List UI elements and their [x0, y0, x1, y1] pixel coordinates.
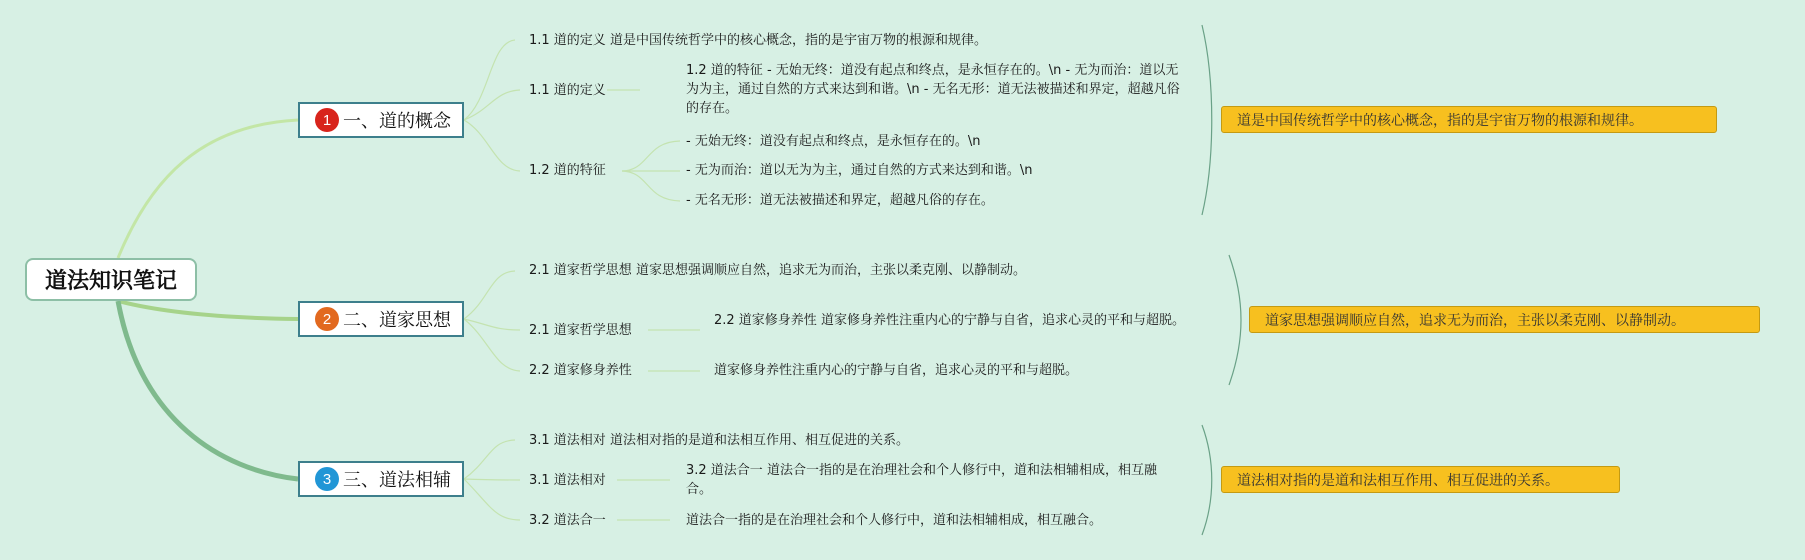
root-to-topic-2-link — [118, 301, 298, 319]
topic-1-sub1-detail[interactable]: 1.2 道的特征 - 无始无终：道没有起点和终点，是永恒存在的。\n - 无为而治：道以无为为主，通过自然的方式来达到和谐。\n - 无名无形：道无法被描述和界定，超越凡俗的存在。 — [686, 63, 1180, 116]
topic-1-sub2-item-2[interactable]: - 无为而治：道以无为为主，通过自然的方式来达到和谐。\n — [686, 163, 1033, 178]
topic-2-sub1[interactable]: 2.1 道家哲学思想 — [529, 323, 632, 338]
summary-brace-3 — [1202, 425, 1212, 535]
number-badge-3-icon: 3 — [315, 467, 339, 491]
topic-3-summary[interactable] — [1221, 466, 1620, 493]
topic-1-line1[interactable]: 1.1 道的定义 道是中国传统哲学中的核心概念，指的是宇宙万物的根源和规律。 — [529, 33, 987, 48]
topic-2-node[interactable] — [298, 301, 464, 337]
topic-2-summary-text: 道家思想强调顺应自然，追求无为而治，主张以柔克刚、以静制动。 — [1265, 312, 1685, 329]
root-to-topic-3-link — [118, 301, 298, 479]
topic-1-summary-text: 道是中国传统哲学中的核心概念，指的是宇宙万物的根源和规律。 — [1237, 112, 1643, 129]
topic-1-sub2[interactable]: 1.2 道的特征 — [529, 163, 606, 178]
root-node[interactable] — [25, 258, 197, 301]
number-badge-2-icon: 2 — [315, 307, 339, 331]
root-to-topic-1-link — [118, 120, 298, 258]
topic-3-label: 三、道法相辅 — [343, 470, 451, 491]
summary-brace-2 — [1229, 255, 1241, 385]
topic-3-sub1[interactable]: 3.1 道法相对 — [529, 473, 606, 488]
topic-1-sub2-item-3[interactable]: - 无名无形：道无法被描述和界定，超越凡俗的存在。 — [686, 193, 994, 208]
topic-2-label: 二、道家思想 — [343, 310, 451, 331]
topic-2-sub2[interactable]: 2.2 道家修身养性 — [529, 363, 632, 378]
topic-2-sub2-detail[interactable]: 道家修身养性注重内心的宁静与自省，追求心灵的平和与超脱。 — [714, 363, 1079, 378]
topic-3-sub2-detail[interactable]: 道法合一指的是在治理社会和个人修行中，道和法相辅相成，相互融合。 — [686, 513, 1103, 528]
root-label: 道法知识笔记 — [44, 269, 177, 294]
summary-brace-1 — [1202, 25, 1212, 215]
topic-3-sub1-detail[interactable]: 3.2 道法合一 道法合一指的是在治理社会和个人修行中，道和法相辅相成，相互融合。 — [686, 463, 1157, 497]
topic-3-line1[interactable]: 3.1 道法相对 道法相对指的是道和法相互作用、相互促进的关系。 — [529, 433, 909, 448]
topic-1-node[interactable] — [298, 102, 464, 138]
topic-1-sub2-item-1[interactable]: - 无始无终：道没有起点和终点，是永恒存在的。\n — [686, 134, 981, 149]
topic-3-summary-text: 道法相对指的是道和法相互作用、相互促进的关系。 — [1237, 472, 1559, 489]
topic-2-summary[interactable] — [1249, 306, 1760, 333]
topic-3-sub2[interactable]: 3.2 道法合一 — [529, 513, 606, 528]
topic-1-label: 一、道的概念 — [343, 111, 451, 132]
topic-3-node[interactable] — [298, 461, 464, 497]
number-badge-1-icon: 1 — [315, 108, 339, 132]
topic-2-line1[interactable]: 2.1 道家哲学思想 道家思想强调顺应自然，追求无为而治，主张以柔克刚、以静制动。 — [529, 263, 1026, 278]
topic-1-summary[interactable] — [1221, 106, 1717, 133]
topic-1-sub1[interactable]: 1.1 道的定义 — [529, 83, 606, 98]
topic-2-sub1-detail[interactable]: 2.2 道家修身养性 道家修身养性注重内心的宁静与自省，追求心灵的平和与超脱。 — [714, 313, 1185, 328]
